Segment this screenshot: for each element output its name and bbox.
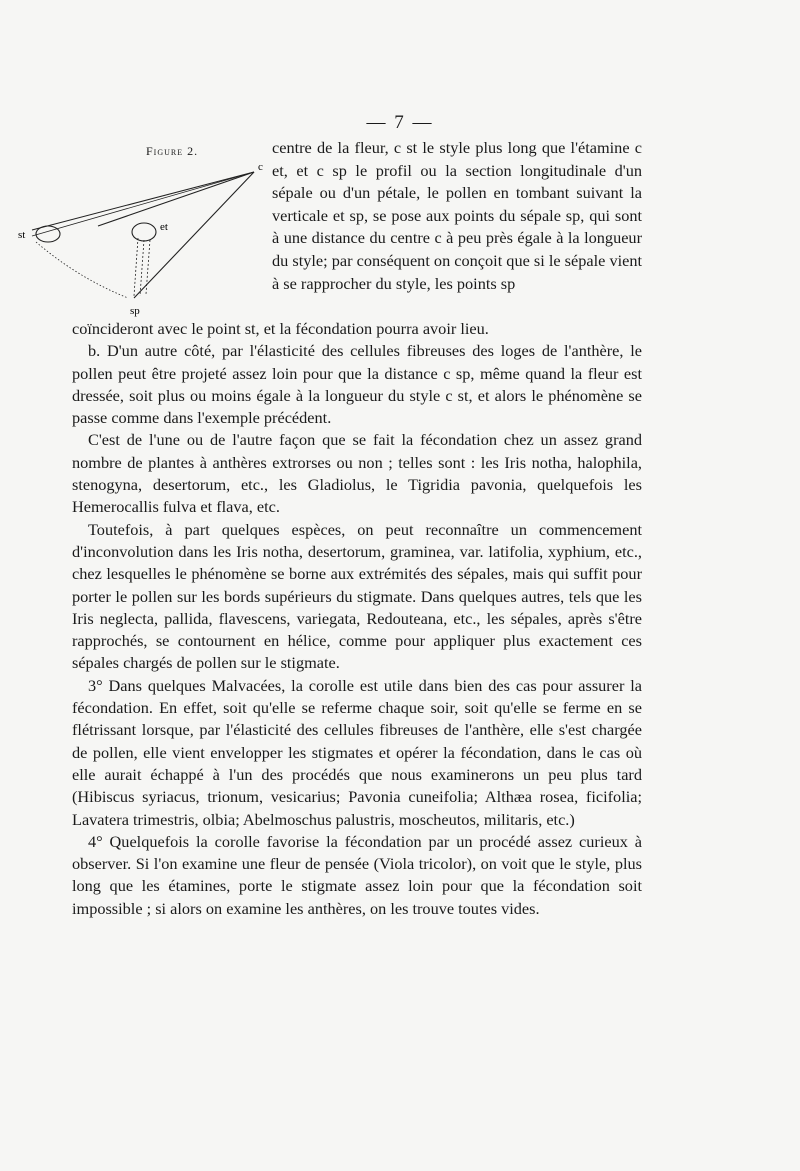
figure-wrap-text: [272, 137, 642, 295]
vertical-et-sp: [134, 238, 138, 296]
label-c: c: [258, 161, 263, 173]
figure-caption: Figure 2.: [146, 144, 199, 158]
paragraph: coïncideront avec le point st, et la fécondation pourra avoir lieu.: [72, 319, 489, 338]
paragraph: Toutefois, à part quelques espèces, on peut reconnaître un commencement d'inconvolution dans les Iris notha, desertorum, graminea, var. latifolia, xyphium, etc., chez lesquelles le phénomène se borne aux extrémités des sépales, mais qui suffit pour porter le pollen sur les bords supérieurs du stigmate. Dans quelques autres, tels que les Iris neglecta, pallida, flavescens, variegata, Redouteana, etc., les sépales, après s'être rapprochés, se contournent en hélice, comme pour appliquer plus exactement ces sépales chargés de pollen sur le stigmate.: [72, 519, 642, 673]
style-line-2: [32, 172, 254, 236]
page-number: — 7 —: [366, 112, 434, 133]
paragraph: C'est de l'une ou de l'autre façon que se fait la fécondation chez un assez grand nombre de plantes à anthères extrorses ou non ; telles sont : les Iris notha, halophila, stenogyna, desertorum, etc., les Gladiolus, le Tigridia pavonia, quelquefois les Hemerocallis fulva et flava, etc.: [72, 430, 642, 517]
style-line: [32, 172, 254, 230]
anther-ellipse: [132, 223, 156, 241]
paragraph: 3° Dans quelques Malvacées, la corolle est utile dans bien des cas pour assurer la fécondation. En effet, soit qu'elle se referme chaque soir, soit qu'elle se ferme en se flétrissant lorsque, par l'élasticité des cellules fibreuses de l'anthère, elle s'est chargée de pollen, elle vient envelopper les stigmates et opérer la fécondation, dans le cas où elle aurait échappé à l'un des procédés que nous examinerons un peu plus tard (Hibiscus syriacus, trionum, vesicarius; Pavonia cuneifolia; Althæa rosea, ficifolia; Lavatera trimestris, olbia; Abelmoschus palustris, moscheutos, militaris, etc.): [72, 675, 642, 829]
sepal-profile-upper: [98, 172, 254, 226]
body-text: [72, 318, 642, 920]
paragraph: 4° Quelquefois la corolle favorise la fécondation par un procédé assez curieux à observer. Si l'on examine une fleur de pensée (Viola tricolor), on voit que le style, plus long que les étamines, porte le stigmate assez loin pour que la fécondation soit impossible ; si alors on examine les anthères, on les trouve toutes vides.: [72, 831, 642, 918]
paragraph: b. D'un autre côté, par l'élasticité des cellules fibreuses des loges de l'anthère, le pollen peut être projeté assez loin pour que la distance c sp, même quand la fleur est dressée, soit plus ou moins égale à la longueur du style c st, et alors le phénomène se passe comme dans l'exemple précédent.: [72, 341, 642, 428]
figure-2: [18, 144, 268, 317]
vertical-et-sp-3: [146, 240, 150, 294]
flower-section-diagram: [18, 158, 268, 318]
label-et: et: [160, 221, 168, 233]
sepal-profile-lower: [134, 172, 254, 298]
label-st: st: [18, 229, 26, 241]
sepal-curve: [36, 242, 128, 298]
label-sp: sp: [130, 305, 140, 317]
paragraph-wrap: centre de la fleur, c st le style plus long que l'étamine c et, et c sp le profil ou la section longitudinale d'un sépale ou d'un pétale, le pollen en tombant suivant la verticale et sp, se pose aux points du sépale sp, qui sont à une distance du centre c à peu près égale à la longueur du style; par conséquent on conçoit que si le sépale vient à se rapprocher du style, les points sp: [272, 138, 642, 293]
